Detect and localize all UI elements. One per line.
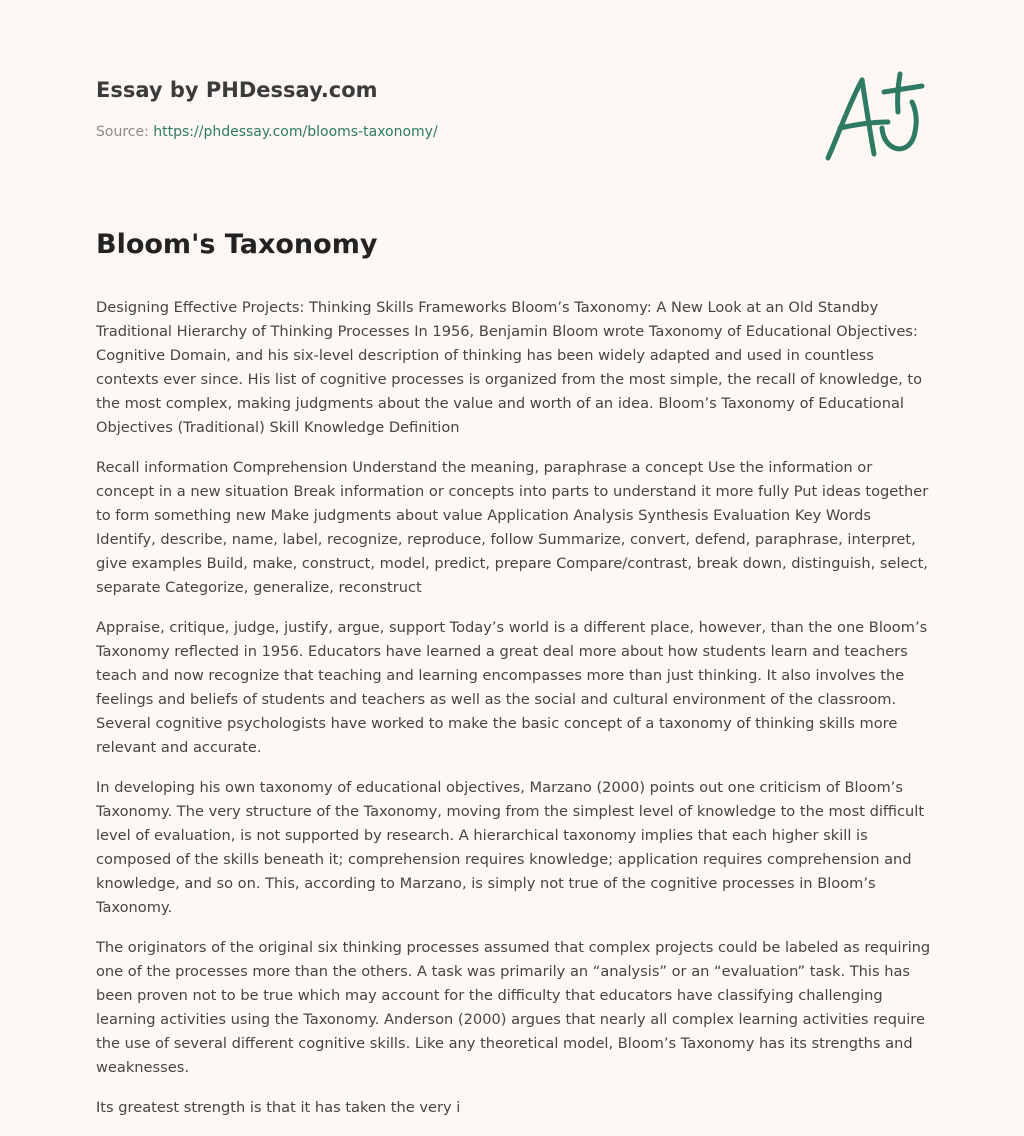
- a-plus-logo-icon: [818, 66, 928, 166]
- source-line: [96, 122, 796, 142]
- article-paragraph: Appraise, critique, judge, justify, argue, support Today’s world is a different place, however, than the one Bloom’s Taxonomy reflected in 1956. Educators have learned a great deal more about how students learn and teachers teach and now recognize that teaching and learning encompasses more than just thinking. It also involves the feelings and beliefs of students and teachers as well as the social and cultural environment of the classroom. Several cognitive psychologists have worked to make the basic concept of a taxonomy of thinking skills more relevant and accurate.: [96, 619, 928, 756]
- article-paragraph: Recall information Comprehension Understand the meaning, paraphrase a concept Use the information or concept in a new situation Break information or concepts into parts to understand it more fully Put ideas together to form something new Make judgments about value Application Analysis Synthesis Evaluation Key Words Identify, describe, name, label, recognize, reproduce, follow Summarize, convert, defend, paraphrase, interpret, give examples Build, make, construct, model, predict, prepare Compare/contrast, break down, distinguish, select, separate Categorize, generalize, reconstruct: [96, 459, 929, 596]
- source-label: Source:: [96, 124, 149, 140]
- page-header: [96, 76, 796, 142]
- article: [96, 226, 932, 1136]
- article-paragraph: Designing Effective Projects: Thinking Skills Frameworks Bloom’s Taxonomy: A New Look at an Old Standby Traditional Hierarchy of Thinking Processes In 1956, Benjamin Bloom wrote Taxonomy of Educational Objectives: Cognitive Domain, and his six-level description of thinking has been widely adapted and used in countless contexts ever since. His list of cognitive processes is organized from the most simple, the recall of knowledge, to the most complex, making judgments about the value and worth of an idea. Bloom’s Taxonomy of Educational Objectives (Traditional) Skill Knowledge Definition: [96, 299, 923, 436]
- article-paragraph: In developing his own taxonomy of educational objectives, Marzano (2000) points out one criticism of Bloom’s Taxonomy. The very structure of the Taxonomy, moving from the simplest level of knowledge to the most difficult level of evaluation, is not supported by research. A hierarchical taxonomy implies that each higher skill is composed of the skills beneath it; comprehension requires knowledge; application requires comprehension and knowledge, and so on. This, according to Marzano, is simply not true of the cognitive processes in Bloom’s Taxonomy.: [96, 779, 925, 916]
- article-paragraph: Its greatest strength is that it has taken the very i: [96, 1099, 461, 1116]
- source-link[interactable]: https://phdessay.com/blooms-taxonomy/: [153, 124, 438, 140]
- site-title: Essay by PHDessay.com: [96, 78, 378, 102]
- article-title: Bloom's Taxonomy: [96, 229, 378, 260]
- article-paragraph: The originators of the original six thinking processes assumed that complex projects could be labeled as requiring one of the processes more than the others. A task was primarily an “analysis” or an “evaluation” task. This has been proven not to be true which may account for the difficulty that educators have classifying challenging learning activities using the Taxonomy. Anderson (2000) argues that nearly all complex learning activities require the use of several different cognitive skills. Like any theoretical model, Bloom’s Taxonomy has its strengths and weaknesses.: [96, 939, 931, 1076]
